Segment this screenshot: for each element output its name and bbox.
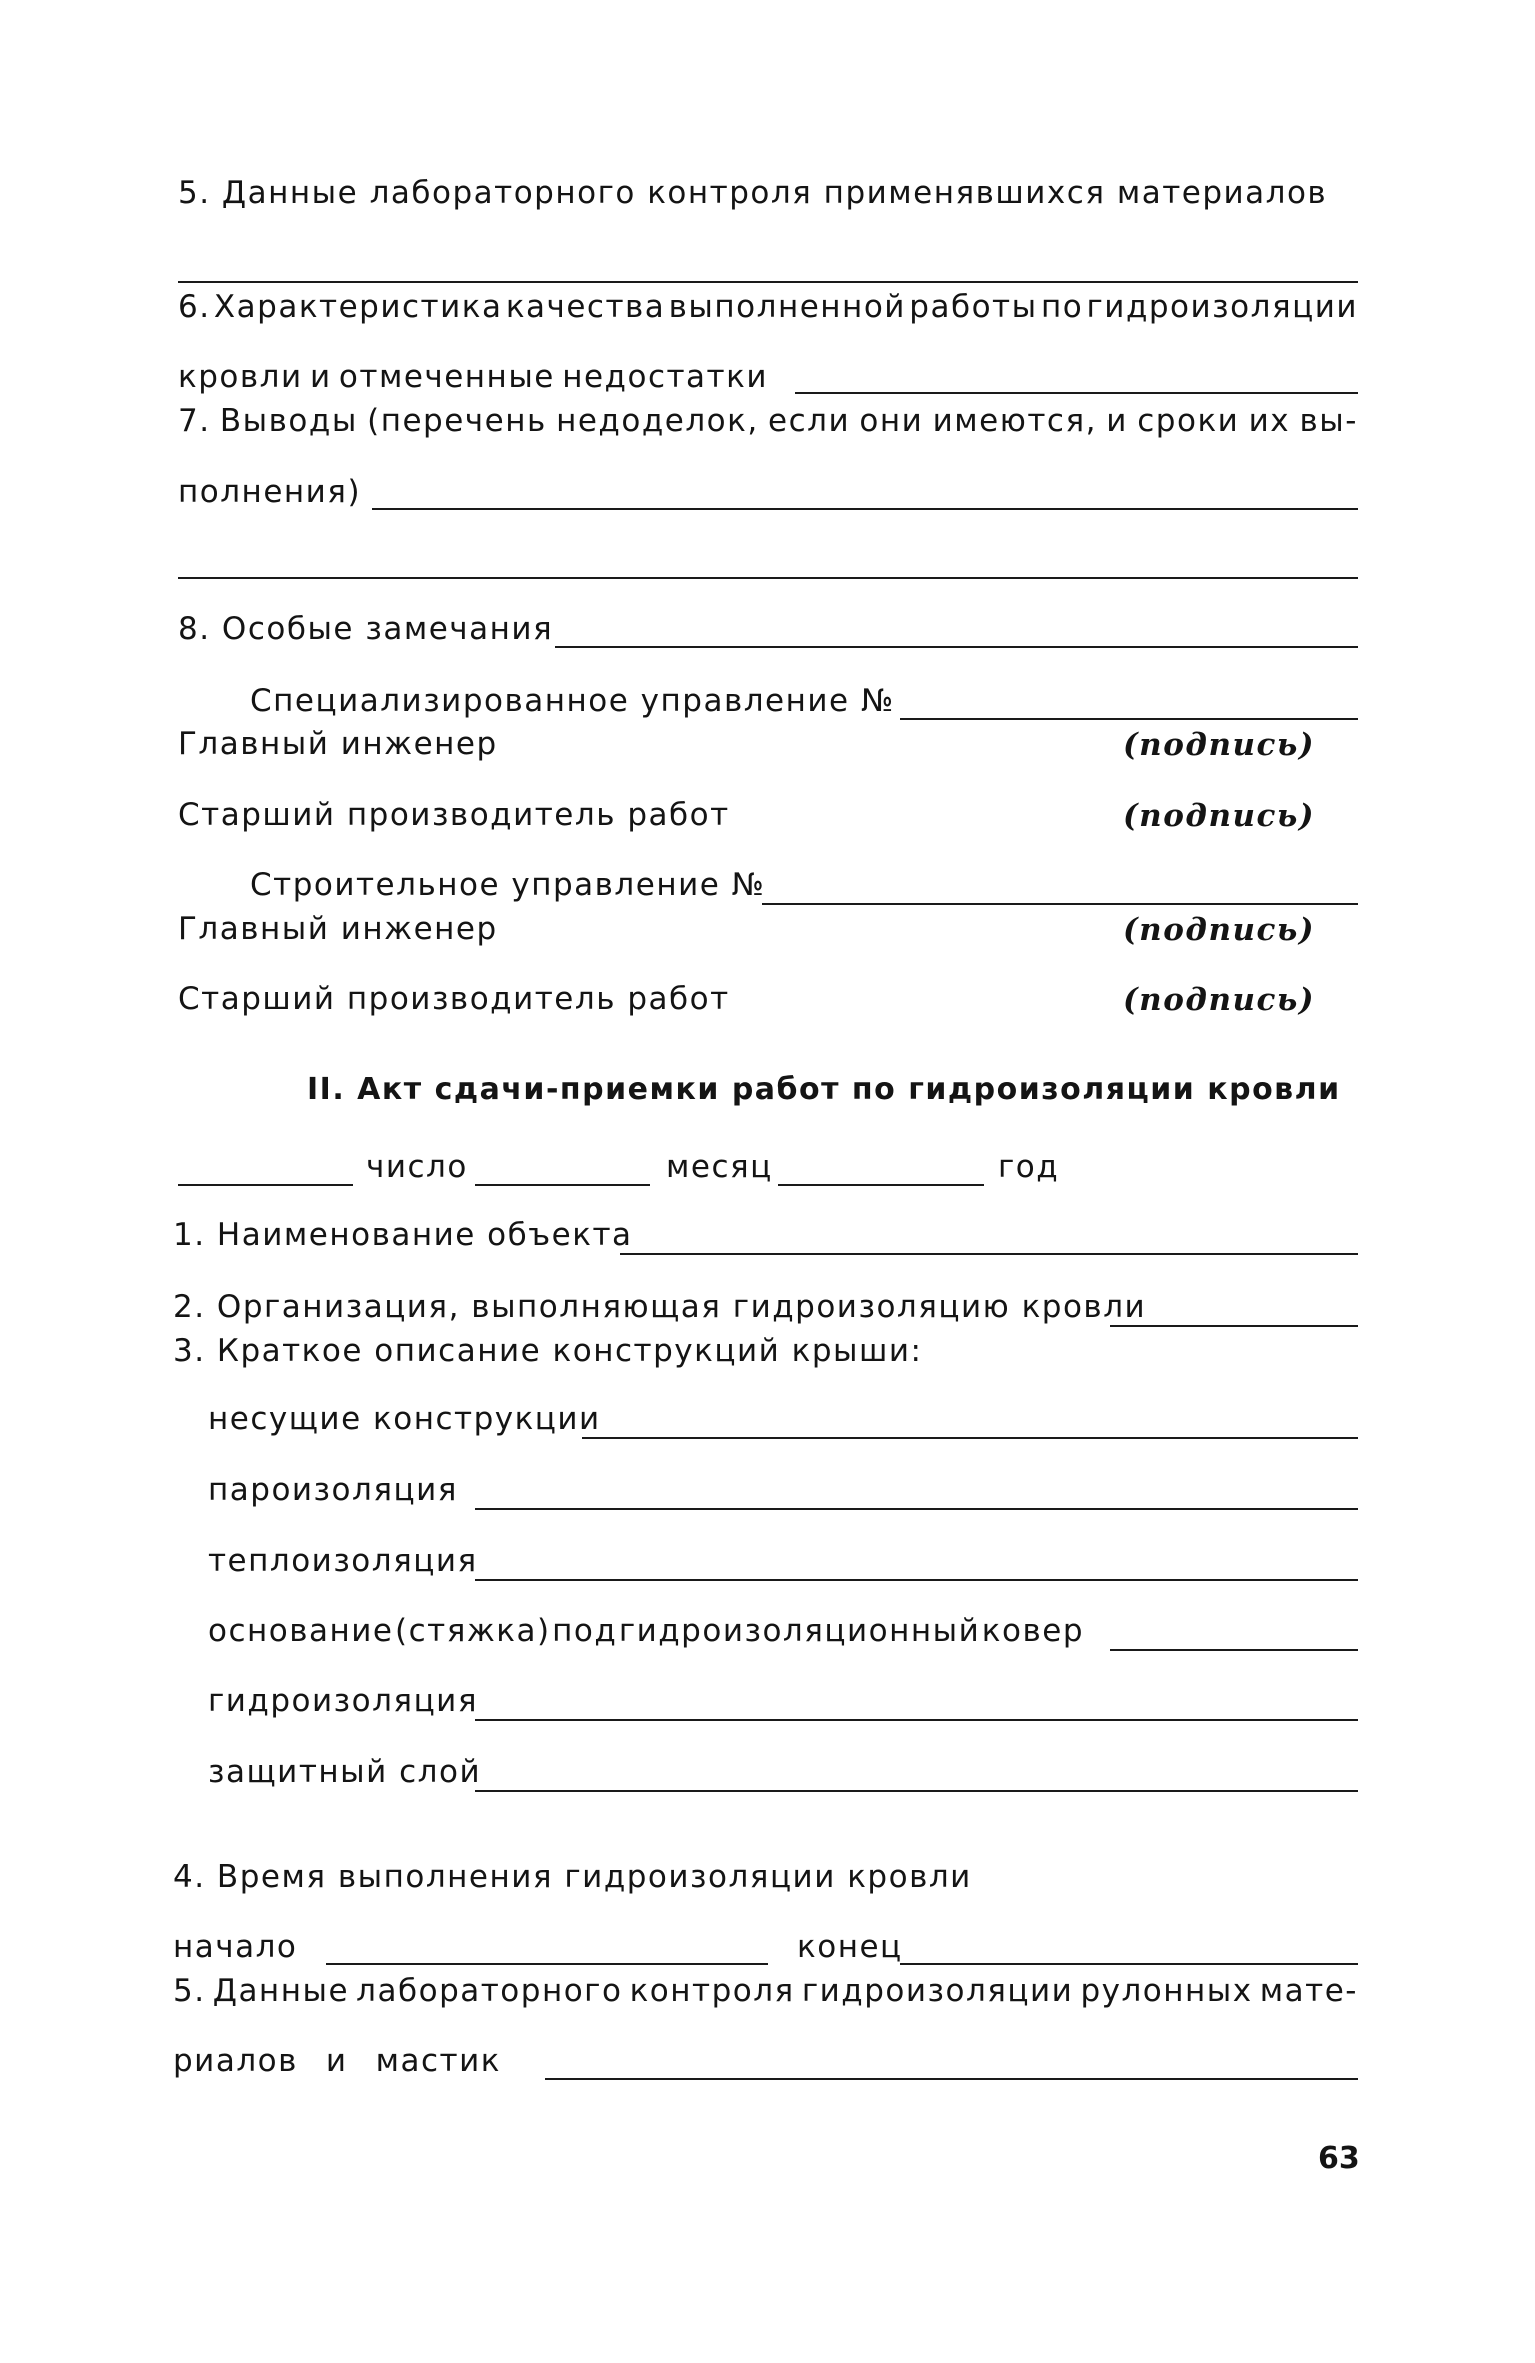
waterproofing-label: гидроизоляция (208, 1683, 478, 1719)
word: недостатки (562, 359, 768, 395)
word: кровли (178, 359, 303, 395)
item7-line-b: полнения) (178, 474, 362, 510)
thermal-insulation-line[interactable] (475, 1579, 1358, 1581)
word: гидроизоляционный (618, 1613, 981, 1649)
word: основание (208, 1613, 394, 1649)
date-month-label: месяц (666, 1149, 773, 1185)
act-item2-organization: 2. Организация, выполняющая гидроизоляцию кровли (173, 1289, 1147, 1325)
senior-foreman-label-1: Старший производитель работ (178, 797, 730, 833)
vapor-barrier-label: пароизоляция (208, 1472, 458, 1508)
word: работы (909, 289, 1038, 325)
word: гидроизоляции (1086, 289, 1358, 325)
signature-placeholder-2: (подпись) (1123, 798, 1316, 834)
word: 6. (178, 289, 211, 325)
page-number: 63 (1318, 2141, 1360, 2176)
word: контроля (629, 1973, 795, 2009)
item8-fill-line[interactable] (555, 646, 1358, 648)
word: отмеченные (338, 359, 555, 395)
word: вы- (1299, 403, 1358, 439)
date-day-label: число (366, 1149, 468, 1185)
item6-fill-line[interactable] (795, 392, 1358, 394)
date-year-label: год (998, 1149, 1060, 1185)
word: мате- (1259, 1973, 1358, 2009)
word: сроки (1137, 403, 1240, 439)
word: если (768, 403, 851, 439)
start-date-line[interactable] (326, 1963, 768, 1965)
word: недоделок, (556, 403, 759, 439)
word: выполненной (668, 289, 906, 325)
chief-engineer-label-1: Главный инженер (178, 726, 498, 762)
end-label: конец (797, 1929, 903, 1965)
date-year-line[interactable] (778, 1184, 984, 1186)
special-dept-label: Специализированное управление № (250, 683, 895, 719)
end-date-line[interactable] (900, 1963, 1358, 1965)
item6-line-b (178, 359, 768, 395)
act-item3-roof-description: 3. Краткое описание конструкций крыши: (173, 1333, 923, 1369)
act-item5-fill-line[interactable] (545, 2078, 1358, 2080)
act-item4-execution-time: 4. Время выполнения гидроизоляции кровли (173, 1859, 972, 1895)
act-item1-object-name: 1. Наименование объекта (173, 1217, 633, 1253)
word: качества (505, 289, 666, 325)
item8-special-remarks: 8. Особые замечания (178, 611, 554, 647)
word: рулонных (1080, 1973, 1253, 2009)
bearing-structures-line[interactable] (582, 1437, 1358, 1439)
act-item5-line-b (173, 2043, 501, 2079)
item5-fill-line[interactable] (178, 281, 1358, 283)
waterproofing-line[interactable] (475, 1719, 1358, 1721)
date-day-line[interactable] (178, 1184, 353, 1186)
word: и (1106, 403, 1128, 439)
word: под (552, 1613, 618, 1649)
item7-fill-line-2[interactable] (178, 577, 1358, 579)
vapor-barrier-line[interactable] (475, 1508, 1358, 1510)
word: лабораторного (356, 1973, 623, 2009)
signature-placeholder-4: (подпись) (1123, 982, 1316, 1018)
build-dept-number-line[interactable] (762, 903, 1358, 905)
act-item5-line-a (173, 1973, 1358, 2009)
word: имеются, (932, 403, 1097, 439)
word: Выводы (219, 403, 358, 439)
base-screed-label (208, 1613, 1084, 1649)
build-dept-label: Строительное управление № (250, 867, 766, 903)
word: (стяжка) (395, 1613, 551, 1649)
act-item2-fill-line[interactable] (1110, 1325, 1358, 1327)
base-screed-line[interactable] (1110, 1649, 1358, 1651)
word: гидроизоляции (801, 1973, 1074, 2009)
date-month-line[interactable] (475, 1184, 650, 1186)
word: риалов (173, 2043, 298, 2079)
chief-engineer-label-2: Главный инженер (178, 911, 498, 947)
bearing-structures-label: несущие конструкции (208, 1401, 601, 1437)
signature-placeholder-3: (подпись) (1123, 912, 1316, 948)
act-title: II. Акт сдачи-приемки работ по гидроизоляции кровли (307, 1072, 1341, 1107)
word: Данные (212, 1973, 350, 2009)
word: и (309, 359, 332, 395)
word: их (1248, 403, 1291, 439)
word: Характеристика (213, 289, 503, 325)
senior-foreman-label-2: Старший производитель работ (178, 981, 730, 1017)
signature-placeholder-1: (подпись) (1123, 727, 1316, 763)
item7-line-a (178, 403, 1358, 439)
protective-layer-line[interactable] (475, 1790, 1358, 1792)
special-dept-number-line[interactable] (900, 718, 1358, 720)
word: (перечень (367, 403, 547, 439)
item5-lab-materials: 5. Данные лабораторного контроля применявшихся материалов (178, 175, 1328, 211)
word: по (1040, 289, 1084, 325)
word: 5. (173, 1973, 206, 2009)
word: они (859, 403, 924, 439)
protective-layer-label: защитный слой (208, 1754, 482, 1790)
item6-line-a (178, 289, 1358, 325)
act-item1-fill-line[interactable] (620, 1253, 1358, 1255)
word: 7. (178, 403, 211, 439)
start-label: начало (173, 1929, 298, 1965)
thermal-insulation-label: теплоизоляция (208, 1543, 478, 1579)
word: мастик (375, 2043, 501, 2079)
word: ковер (981, 1613, 1084, 1649)
item7-fill-line[interactable] (372, 508, 1358, 510)
word: и (325, 2043, 348, 2079)
